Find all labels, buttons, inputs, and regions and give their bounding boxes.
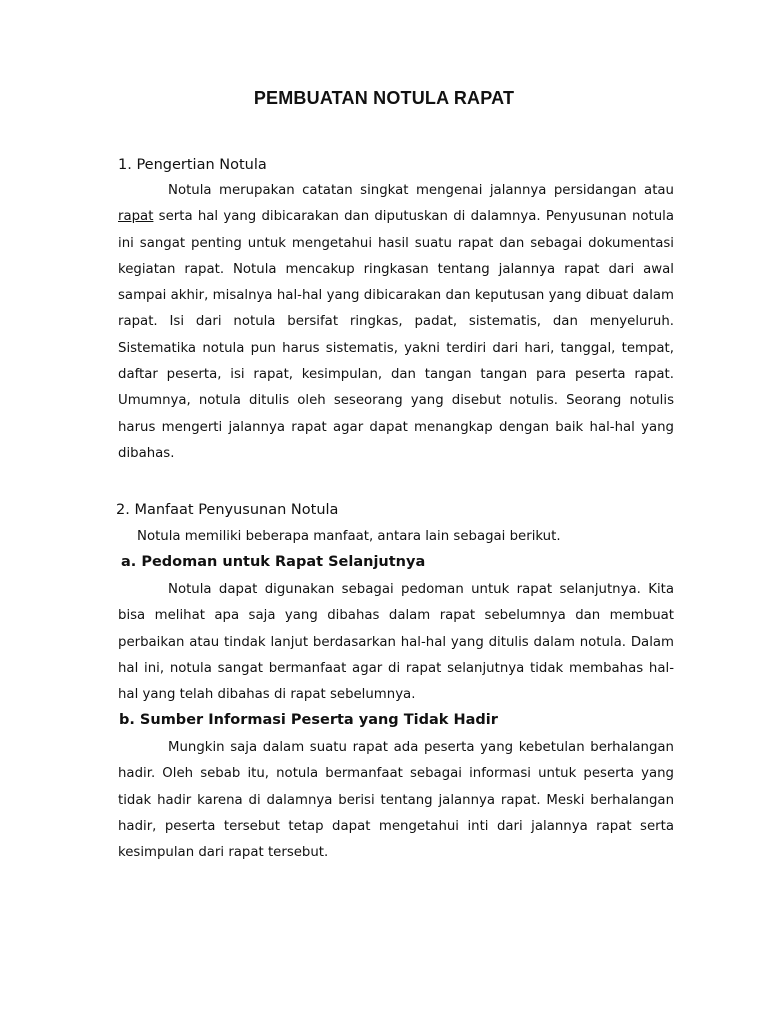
subsection-a-paragraph: Notula dapat digunakan sebagai pedoman untuk rapat selanjutnya. Kita bisa melihat apa saja yang dibahas dalam rapat sebelumnya dan membuat perbaikan atau tindak lanjut berdasarkan hal-hal yang ditulis dalam notula. Dalam hal ini, notula sangat bermanfaat agar di rapat selanjutnya tidak membahas hal-hal yang telah dibahas di rapat sebelumnya.	[118, 582, 674, 703]
section-2-intro: Notula memiliki beberapa manfaat, antara lain sebagai berikut.	[137, 529, 561, 544]
rapat-underlined-word: rapat	[118, 209, 154, 225]
document-title: PEMBUATAN NOTULA RAPAT	[253, 88, 515, 108]
section-1-text-end: serta hal yang dibicarakan dan diputuskan di dalamnya. Penyusunan notula ini sangat penting untuk mengetahui hasil suatu rapat dan sebagai dokumentasi kegiatan rapat. Notula mencakup ringkasan tentang jalannya rapat dari awal sampai akhir, misalnya hal-hal yang dibicarakan dan keputusan yang dibuat dalam rapat. Isi dari notula bersifat ringkas, padat, sistematis, dan menyeluruh. Sistematika notula pun harus sistematis, yakni terdiri dari hari, tanggal, tempat, daftar peserta, isi rapat, kesimpulan, dan tangan tangan para peserta rapat. Umumnya, notula ditulis oleh seseorang yang disebut notulis. Seorang notulis harus mengerti jalannya rapat agar dapat menangkap dengan baik hal-hal yang dibahas.	[118, 209, 674, 461]
subsection-b-paragraph: Mungkin saja dalam suatu rapat ada peserta yang kebetulan berhalangan hadir. Oleh sebab itu, notula bermanfaat sebagai informasi untuk peserta yang tidak hadir karena di dalamnya berisi tentang jalannya rapat. Meski berhalangan hadir, peserta tersebut tetap dapat mengetahui inti dari jalannya rapat serta kesimpulan dari rapat tersebut.	[118, 740, 674, 861]
section-2-heading: 2. Manfaat Penyusunan Notula	[116, 502, 339, 518]
section-1-text-start: Notula merupakan catatan singkat mengenai jalannya persidangan atau	[168, 183, 674, 198]
section-1-heading: 1. Pengertian Notula	[118, 157, 267, 173]
subsection-b-heading: b. Sumber Informasi Peserta yang Tidak Hadir	[119, 712, 498, 728]
subsection-a-heading: a. Pedoman untuk Rapat Selanjutnya	[121, 554, 426, 570]
section-1-paragraph	[118, 178, 674, 467]
